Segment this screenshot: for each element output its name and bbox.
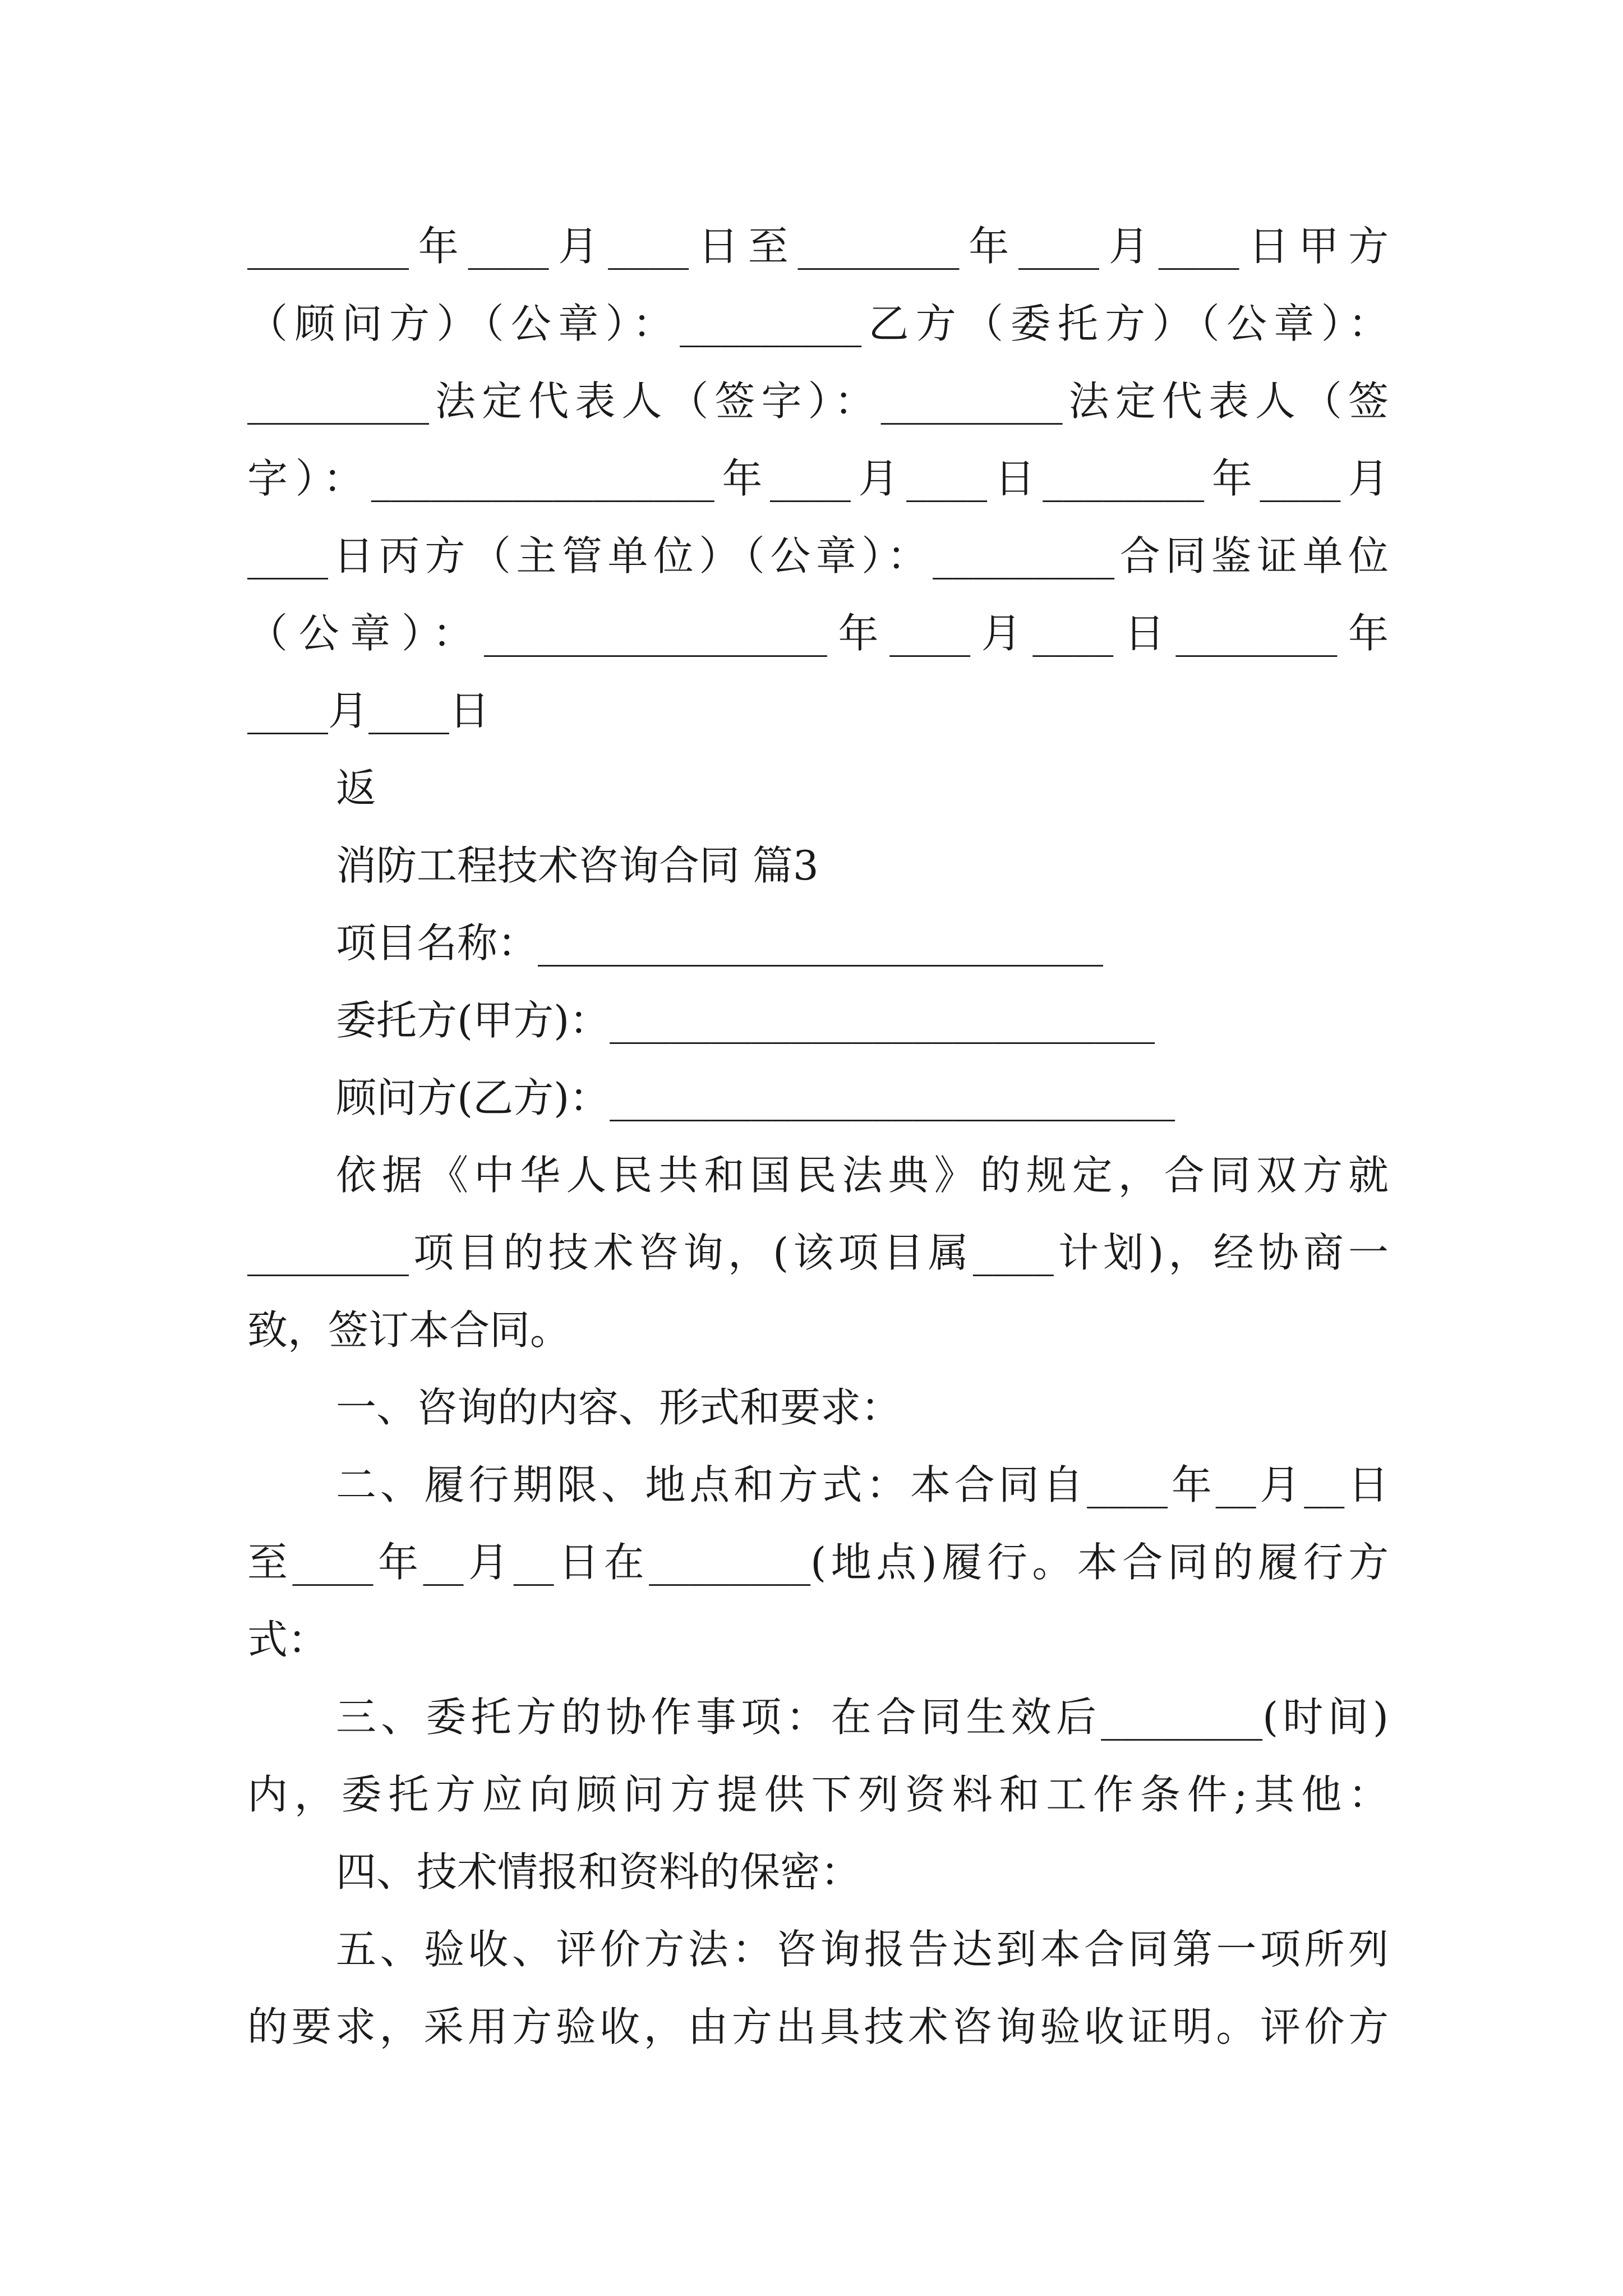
document-body: [247, 208, 1389, 2065]
clause-heading: 二、履行期限、地点和方式：本合同自____年__月__日: [336, 1461, 1389, 1508]
client-party-field: 委托方(甲方)：___________________________: [336, 997, 1155, 1044]
clause-heading: 四、技术情报和资料的保密：: [336, 1848, 861, 1895]
clause-heading: 五、验收、评价方法：咨询报告达到本合同第一项所列: [336, 1926, 1389, 1973]
text-line: （顾问方）（公章）：_________乙方（委托方）（公章）：: [247, 300, 1389, 347]
clause-heading: 三、委托方的协作事项：在合同生效后________(时间): [336, 1694, 1389, 1741]
paragraph-line: 内，委托方应向顾问方提供下列资料和工作条件;其他：: [247, 1771, 1389, 1818]
section-title: 消防工程技术咨询合同 篇3: [336, 842, 819, 889]
text-line: 字）：_________________年____月____日________年____月: [247, 455, 1389, 502]
text-line: ____月____日: [247, 687, 490, 734]
consultant-party-field: 顾问方(乙方)：____________________________: [336, 1074, 1175, 1121]
return-link[interactable]: 返: [336, 765, 377, 812]
paragraph-line: 依据《中华人民共和国民法典》的规定，合同双方就: [336, 1152, 1389, 1199]
paragraph-line: ________项目的技术咨询，(该项目属____计划)，经协商一: [247, 1229, 1389, 1276]
paragraph-line: 的要求，采用方验收，由方出具技术咨询验收证明。评价方: [247, 2003, 1389, 2050]
project-name-field: 项目名称：____________________________: [336, 919, 1104, 967]
clause-heading: 一、咨询的内容、形式和要求：: [336, 1384, 902, 1431]
paragraph-line: 至____年__月__日在________(地点)履行。本合同的履行方: [247, 1539, 1389, 1586]
paragraph-line: 式：: [247, 1616, 329, 1663]
text-line: ____日丙方（主管单位）（公章）：_________合同鉴证单位: [247, 532, 1389, 579]
paragraph-line: 致，签订本合同。: [247, 1306, 571, 1354]
text-line: ________年____月____日至________年____月____日甲方: [247, 223, 1389, 270]
text-line: _________法定代表人（签字）：_________法定代表人（签: [247, 378, 1389, 425]
text-line: （公章）：_________________年____月____日________年: [247, 610, 1389, 657]
